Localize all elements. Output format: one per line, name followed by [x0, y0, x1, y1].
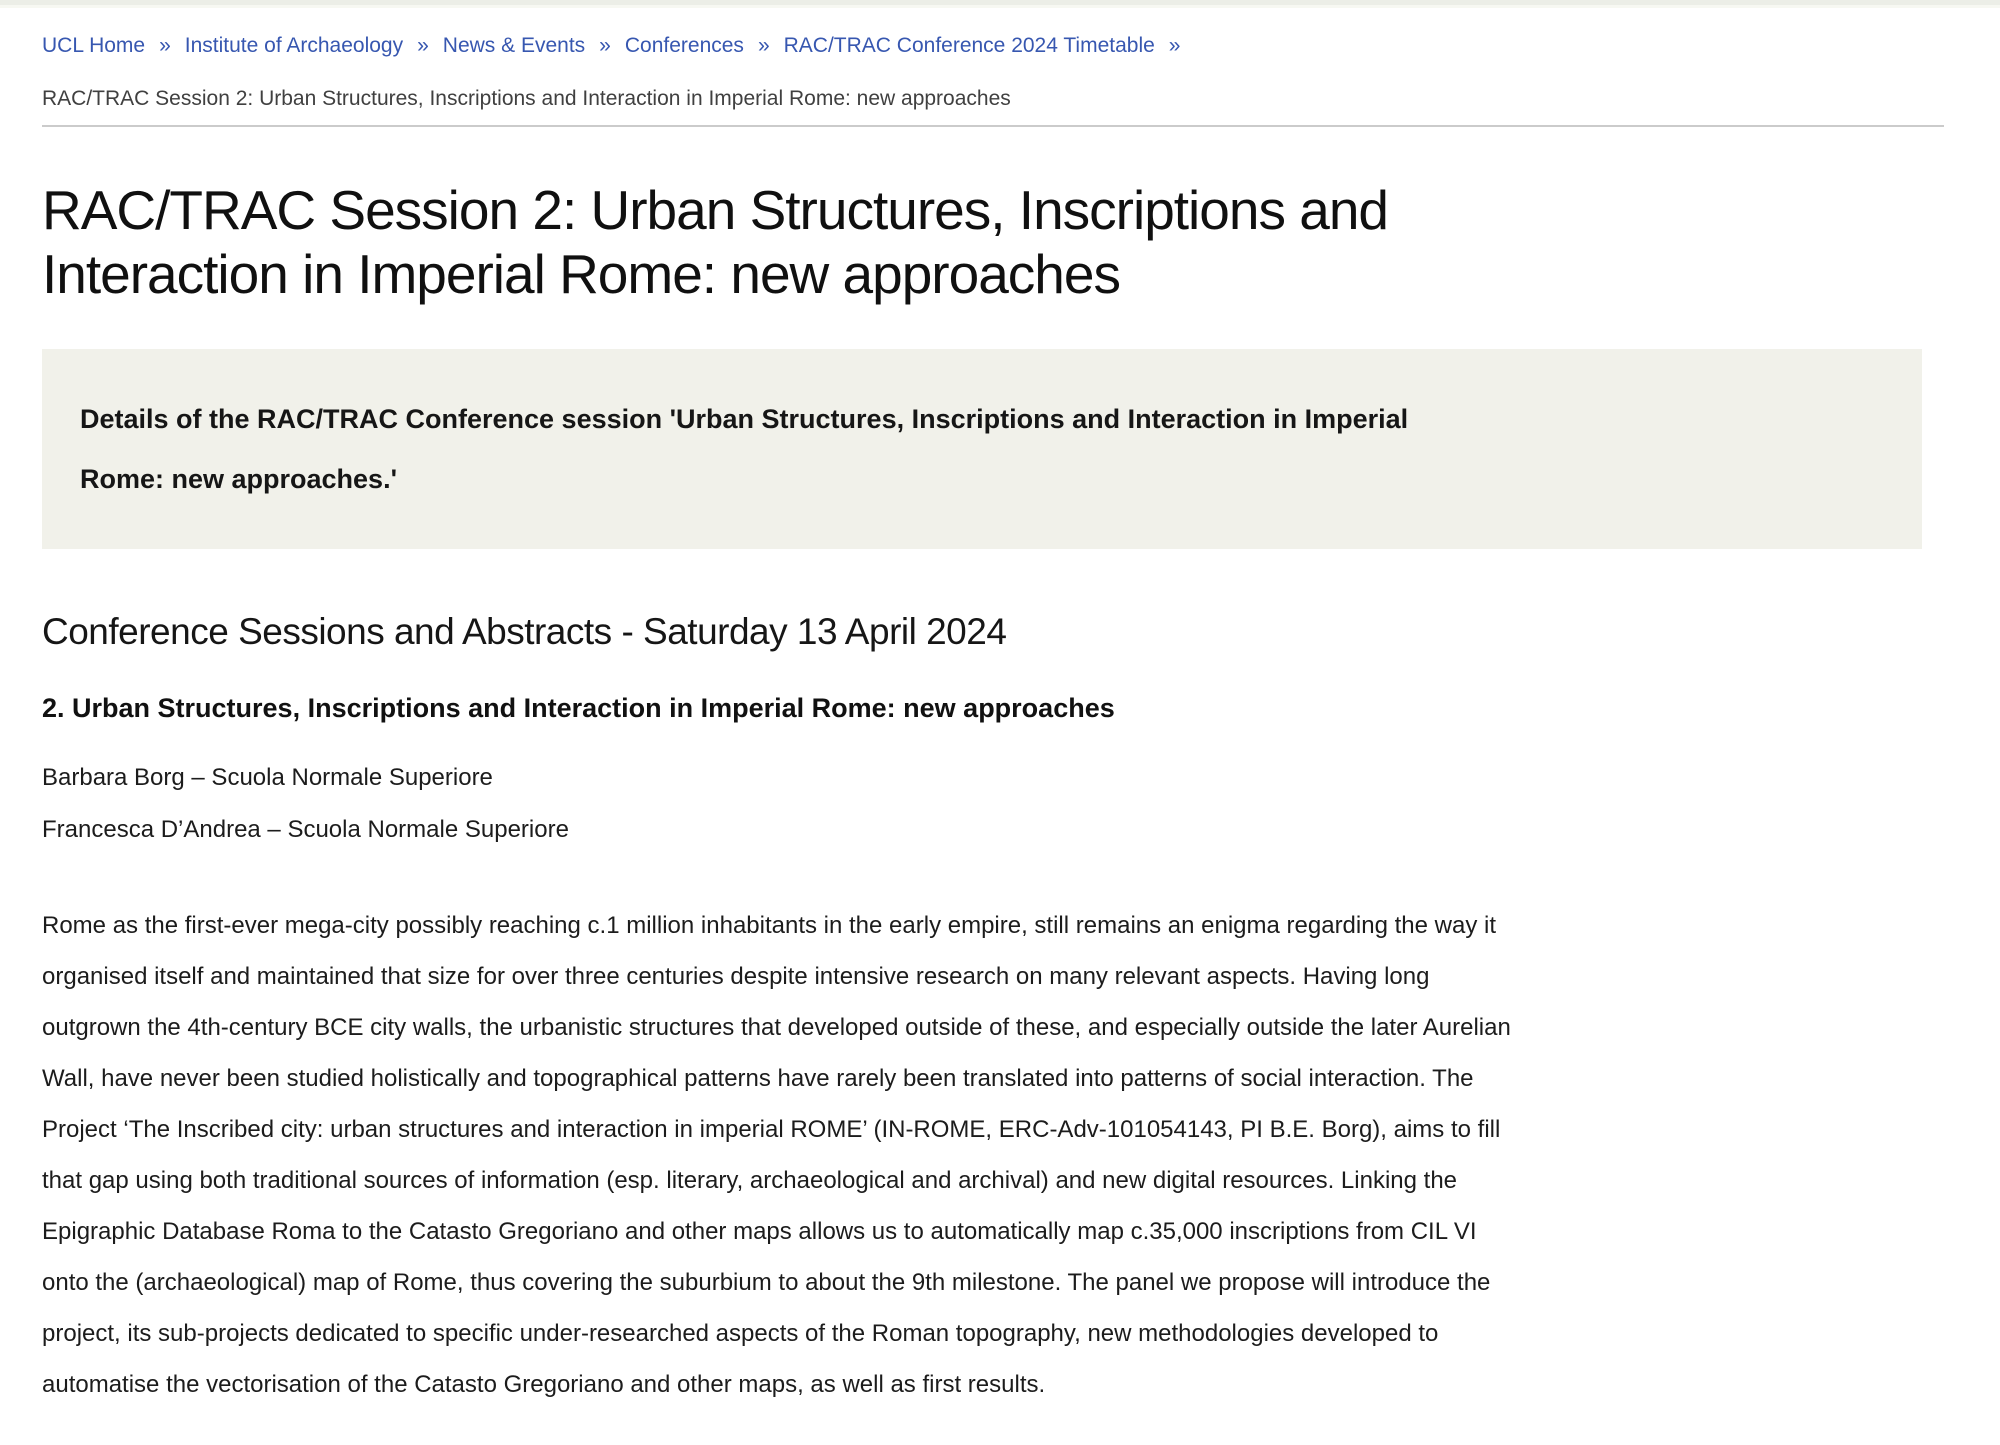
page-content — [0, 8, 2000, 1410]
breadcrumb-current-page: RAC/TRAC Session 2: Urban Structures, Inscriptions and Interaction in Imperial Rome: new approaches — [42, 87, 1011, 110]
section-heading-sessions-abstracts: Conference Sessions and Abstracts - Saturday 13 April 2024 — [42, 610, 1007, 652]
author-line: Francesca D’Andrea – Scuola Normale Superiore — [42, 815, 569, 843]
chevron-double-right-icon: » — [159, 34, 171, 57]
breadcrumb-link-conference-2024-timetable[interactable]: RAC/TRAC Conference 2024 Timetable — [783, 34, 1155, 57]
breadcrumb-link-ucl-home[interactable]: UCL Home — [42, 34, 146, 57]
chevron-double-right-icon: » — [1168, 34, 1181, 57]
highlight-box-text: Details of the RAC/TRAC Conference session 'Urban Structures, Inscriptions and Interaction in Imperial Rome: new approaches.' — [80, 403, 1409, 494]
breadcrumb-link-institute-of-archaeology[interactable]: Institute of Archaeology — [184, 34, 404, 57]
breadcrumb-link-news-events[interactable]: News & Events — [442, 34, 586, 57]
author-line: Barbara Borg – Scuola Normale Superiore — [42, 763, 493, 791]
authors-list — [42, 752, 1944, 856]
chevron-double-right-icon: » — [757, 34, 770, 57]
session-abstract: Rome as the first-ever mega-city possibly reaching c.1 million inhabitants in the early empire, still remains an enigma regarding the way it organised itself and maintained that size for over three centuries despite intensive research on many relevant aspects. Having long outgrown the 4th-century BCE city walls, the urbanistic structures that developed outside of these, and especially outside the later Aurelian Wall, have never been studied holistically and topographical patterns have rarely been translated into patterns of social interaction. The Project ‘The Inscribed city: urban structures and interaction in imperial ROME’ (IN-ROME, ERC-Adv-101054143, PI B.E. Borg), aims to fill that gap using both traditional sources of information (esp. literary, archaeological and archival) and new digital resources. Linking the Epigraphic Database Roma to the Catasto Gregoriano and other maps allows us to automatically map c.35,000 inscriptions from CIL VI onto the (archaeological) map of Rome, thus covering the suburbium to about the 9th milestone. The panel we propose will introduce the project, its sub-projects dedicated to specific under-researched aspects of the Roman topography, new methodologies developed to automatise the vectorisation of the Catasto Gregoriano and other maps, as well as first results. — [42, 911, 1511, 1398]
breadcrumb-divider — [42, 125, 1944, 127]
breadcrumb — [42, 32, 1944, 112]
top-page-strip — [0, 0, 2000, 8]
chevron-double-right-icon: » — [599, 34, 611, 57]
page-title: RAC/TRAC Session 2: Urban Structures, Inscriptions and Interaction in Imperial Rome: new approaches — [42, 179, 1389, 305]
session-heading: 2. Urban Structures, Inscriptions and Interaction in Imperial Rome: new approaches — [42, 692, 1115, 723]
chevron-double-right-icon: » — [417, 34, 429, 57]
breadcrumb-link-conferences[interactable]: Conferences — [624, 34, 744, 57]
breadcrumb-links-row — [42, 32, 1944, 59]
session-details-highlight-box — [42, 349, 1922, 549]
